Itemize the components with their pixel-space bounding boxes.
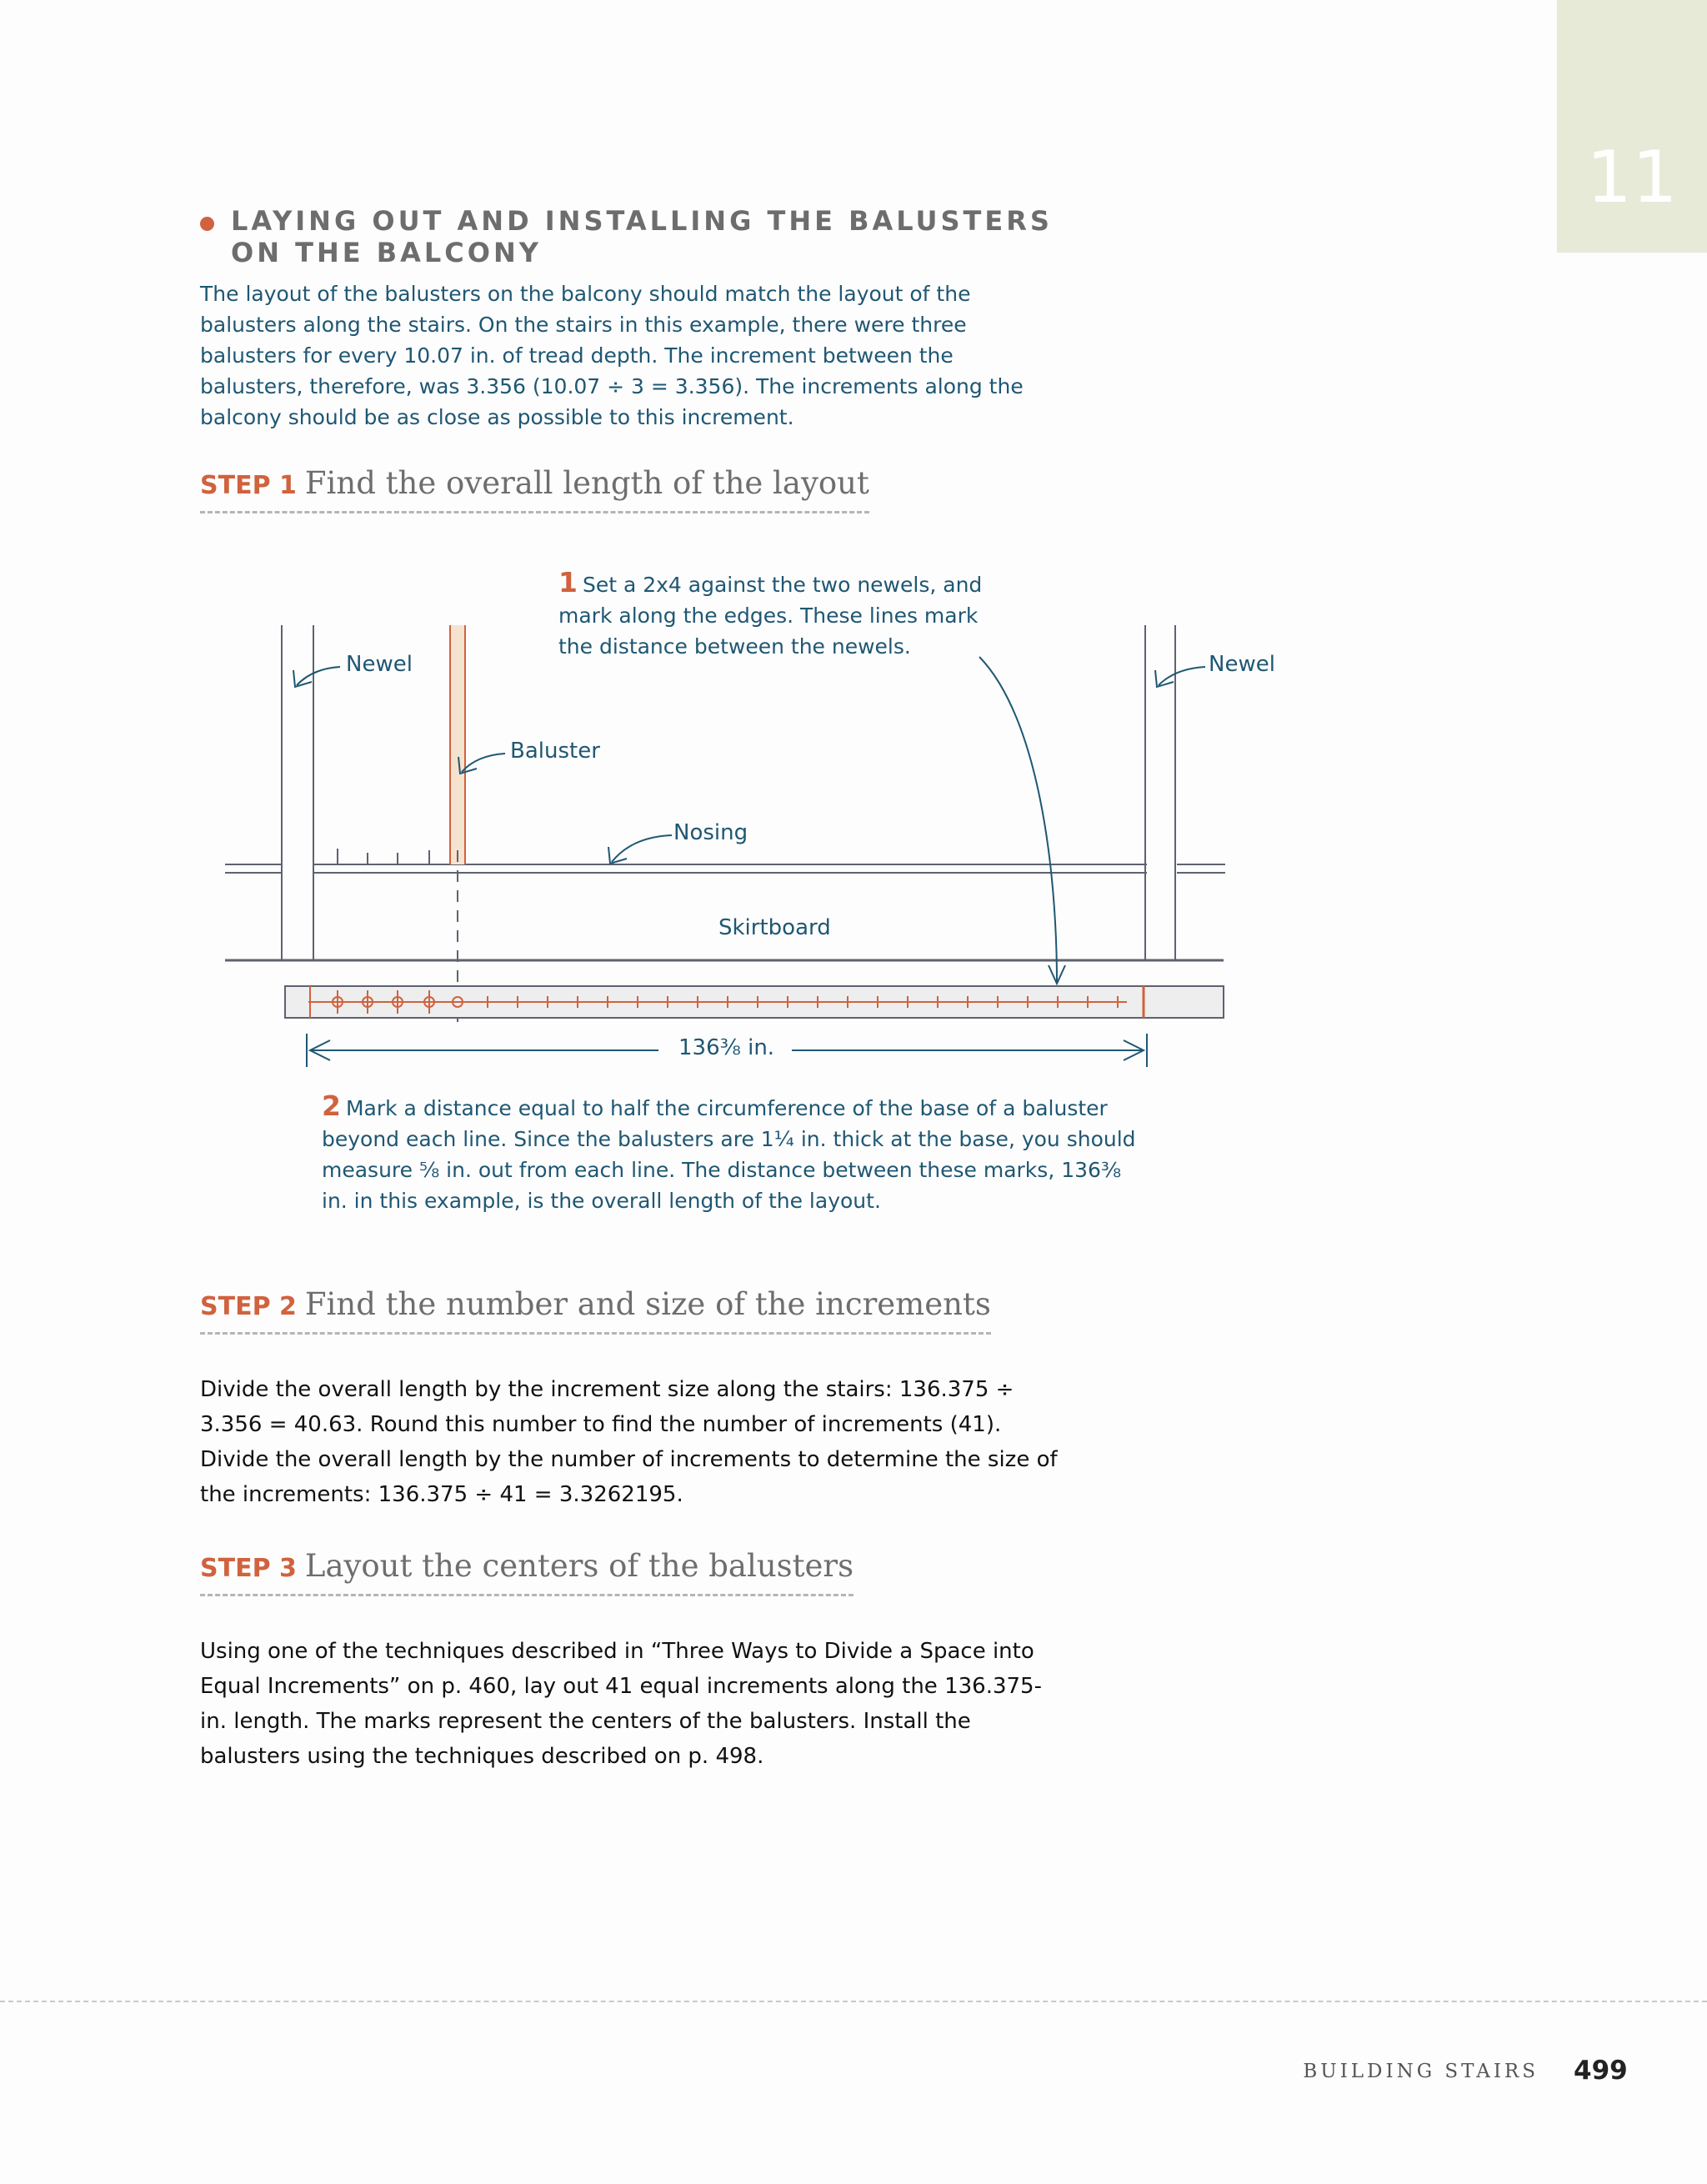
step-2-title: Find the number and size of the increments xyxy=(304,1286,991,1322)
callout-1-arrow xyxy=(979,657,1057,982)
newel-right-leader xyxy=(1159,667,1205,685)
footer-divider xyxy=(0,2001,1707,2002)
newel-left-leader xyxy=(297,667,340,685)
nosing-leader xyxy=(612,835,672,862)
label-newel-right: Newel xyxy=(1209,652,1275,677)
label-dimension: 136⅜ in. xyxy=(678,1035,775,1060)
section-title: LAYING OUT AND INSTALLING THE BALUSTERS ON THE BALCONY xyxy=(231,205,1053,268)
step-3-body: Using one of the techniques described in “Three Ways to Divide a Space into Equal Increments” on p. 460, lay out 41 equal increments along the 136.375-in. length. The marks represent the centers of the balusters. Install the balusters using the techniques described on p. 498. xyxy=(200,1639,1042,1769)
callout-1-text: Set a 2x4 against the two newels, and mark along the edges. These lines mark the distance between the newels. xyxy=(558,573,983,659)
step-3-heading xyxy=(200,1548,854,1596)
page-number: 499 xyxy=(1574,2056,1628,2086)
callout-1 xyxy=(558,567,992,662)
step-2-body: Divide the overall length by the increment size along the stairs: 136.375 ÷ 3.356 = 40.63. Round this number to find the number of increments (41). Divide the overall length by the number of increments to determine the size of the increments: 136.375 ÷ 41 = 3.3262195. xyxy=(200,1377,1058,1507)
label-newel-left: Newel xyxy=(346,652,413,677)
step-3-title: Layout the centers of the balusters xyxy=(304,1548,854,1584)
callout-1-number: 1 xyxy=(558,566,578,599)
bullet-dot-icon xyxy=(200,217,214,231)
chapter-number: 11 xyxy=(1586,136,1678,219)
callout-2-number: 2 xyxy=(322,1089,341,1122)
label-baluster: Baluster xyxy=(510,739,600,764)
step-2-label: STEP 2 xyxy=(200,1292,297,1321)
step-3-label: STEP 3 xyxy=(200,1554,297,1583)
label-skirtboard: Skirtboard xyxy=(718,915,831,940)
baluster-leader xyxy=(462,754,505,772)
step-1-heading xyxy=(200,465,869,513)
callout-2-text: Mark a distance equal to half the circumference of the base of a baluster beyond each line. Since the balusters are 1¼ in. thick at the base, you should measure ⅝ in. out from each line. The distance between these marks, 136⅜ in. in this example, is the overall length of the layout. xyxy=(322,1096,1136,1213)
step-1-title: Find the overall length of the layout xyxy=(304,465,869,501)
intro-paragraph: The layout of the balusters on the balcony should match the layout of the balusters along the stairs. On the stairs in this example, there were three balusters for every 10.07 in. of tread depth. The increment between the balusters, therefore, was 3.356 (10.07 ÷ 3 = 3.356). The increments along the balcony should be as close as possible to this increment. xyxy=(200,282,1024,429)
baluster-shape xyxy=(450,625,465,864)
label-nosing: Nosing xyxy=(673,820,748,845)
callout-2 xyxy=(322,1090,1147,1216)
step-2-heading xyxy=(200,1286,991,1335)
baluster-layout-diagram xyxy=(0,533,1707,1234)
step-1-label: STEP 1 xyxy=(200,471,297,500)
running-head: BUILDING STAIRS xyxy=(1303,2061,1539,2082)
section-heading xyxy=(200,205,1075,268)
chapter-tab xyxy=(1557,0,1707,253)
